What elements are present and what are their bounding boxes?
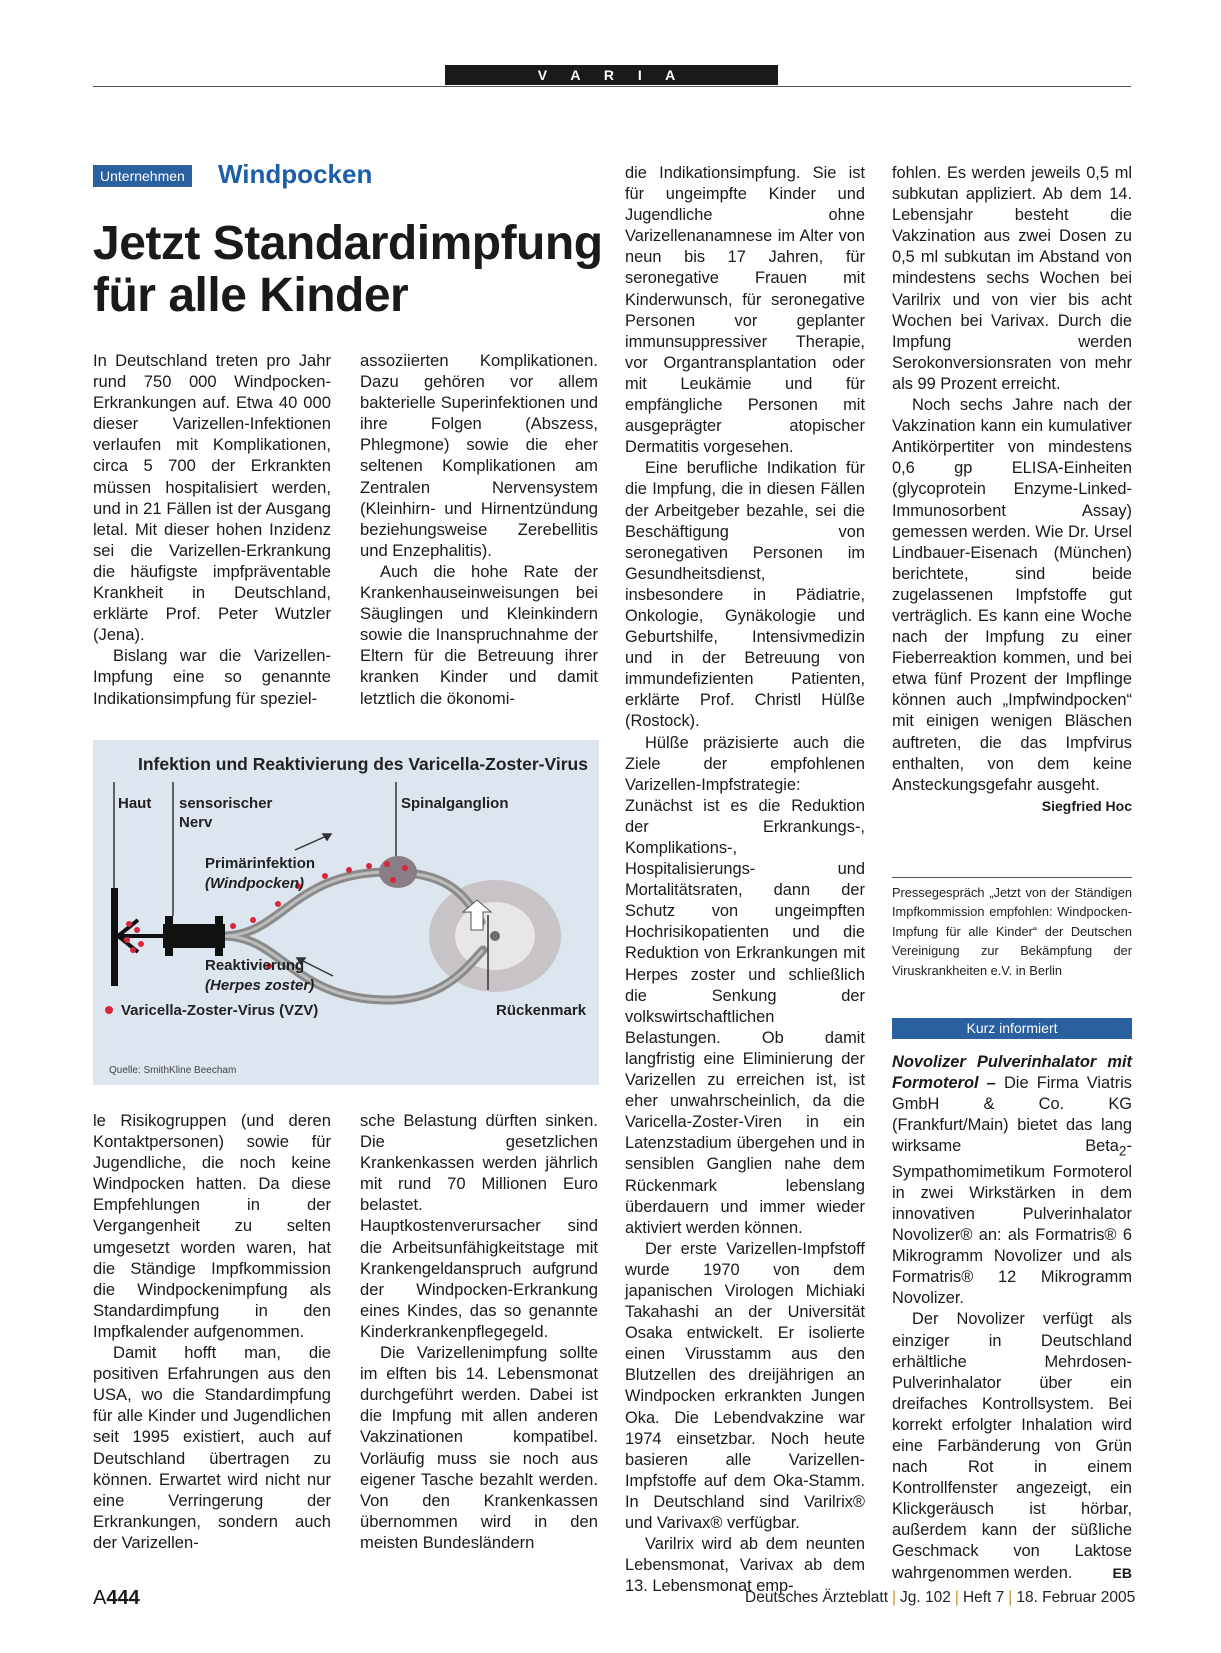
label-spinal-cord: Rückenmark bbox=[496, 1002, 587, 1019]
article-column-2-bottom bbox=[360, 1110, 598, 1553]
topic-title: Windpocken bbox=[218, 159, 373, 189]
paragraph: sche Belastung dürften sinken. Die gesetzlichen Krankenkassen werden jährlich mit rund 70 Millionen Euro belastet. Hauptkostenverursacher sind die Arbeitsunfähigkeitstage mit Krankengeldanspruch aufgrund der Windpocken-Erkrankung eines Kindes, das so genannte Kinderkrankenpflegegeld. bbox=[360, 1111, 598, 1341]
paragraph: le Risikogruppen (und deren Kontaktpersonen) sowie für Jugendliche, die noch keine Windpocken hatten. Da diese Empfehlungen in der Vergangenheit zu selten umgesetzt worden waren, hat die Ständige Impfkommission die Windpockenimpfung als Standardimpfung in den Impfkalender aufgenommen. bbox=[93, 1111, 331, 1341]
kurz-signature: EB bbox=[1112, 1564, 1132, 1581]
header-rule bbox=[93, 86, 1131, 87]
author-signature: Siegfried Hoc bbox=[1041, 797, 1132, 814]
issue: Heft 7 bbox=[962, 1589, 1005, 1606]
label-reactivation: Reaktivierung bbox=[205, 957, 305, 974]
paragraph: Noch sechs Jahre nach der Vakzination kann ein kumulativer Antikörpertiter von mindestens 0,6 gp ELISA-Einheiten (glycoprotein Enzyme-Linked-Immunosorbent Assay) gemessen werden. Wie Dr. Ursel Lindbauer-Eisenach (München) berichtete, sind beide zugelassenen Impfstoffe gut verträglich. Es kann eine Woche nach der Impfung zu einer Fieberreaktion kommen, und bei etwa fünf Prozent der Impflinge können auch „Impfwindpocken“ mit einigen wenigen Bläschen auftreten, die das Impfvirus enthalten, von dem keine Ansteckungsgefahr ausgeht. Siegfried Hoc bbox=[892, 395, 1132, 796]
article-column-3 bbox=[625, 163, 865, 1597]
press-note-rule bbox=[892, 877, 1132, 878]
kurz-informiert-body bbox=[892, 1052, 1132, 1584]
label-primary-infection-sub: (Windpocken) bbox=[205, 875, 305, 892]
kurz-lead: Novolizer Pulverinhalator mit Formoterol – bbox=[892, 1053, 1132, 1093]
vzv-infection-diagram bbox=[93, 740, 599, 1085]
legend-virus: Varicella-Zoster-Virus (VZV) bbox=[121, 1002, 319, 1019]
volume: Jg. 102 bbox=[900, 1589, 951, 1606]
paragraph: Der erste Varizellen-Impfstoff wurde 1970 von dem japanischen Virologen Michiaki Takahashi an der Universität Osaka entwickelt. Er isolierte einen Virusstamm aus den Blutzellen des dreijährigen an Windpocken erkrankten Jungen Oka. Die Lebendvakzine war 1974 einsetzbar. Noch heute basieren alle Varizellen-Impfstoffe auf dem Oka-Stamm. In Deutschland sind Varilrix® und Varivax® verfügbar. bbox=[625, 1239, 865, 1532]
issue-date: 18. Februar 2005 bbox=[1016, 1589, 1136, 1606]
label-sensory-nerve: sensorischer Nerv bbox=[179, 795, 273, 831]
skin-bar bbox=[111, 888, 118, 986]
label-reactivation-sub: (Herpes zoster) bbox=[205, 977, 315, 994]
paragraph: Auch die hohe Rate der Krankenhauseinweisungen bei Säuglingen und Kleinkindern sowie die Inanspruchnahme der Eltern für die Betreuung ihrer kranken Kinder und damit letztlich die ökonomi- bbox=[360, 561, 598, 708]
paragraph: assoziierten Komplikationen. Dazu gehören vor allem bakterielle Superinfektionen und ihre Folgen (Abszess, Phlegmone) sowie die eher seltenen Komplikationen am Zentralen Nervensystem (Kleinhirn- und Hirnentzündung beziehungsweise Zerebellitis und Enzephalitis). bbox=[360, 351, 598, 560]
diagram-title: Infektion und Reaktivierung des Varicella-Zoster-Virus bbox=[138, 754, 588, 774]
page-number: A444 bbox=[93, 1587, 140, 1609]
spinal-cord-shape bbox=[429, 880, 561, 992]
diagram-graphic bbox=[93, 740, 599, 1085]
label-spinal-ganglion: Spinalganglion bbox=[401, 795, 509, 812]
paragraph: Die Varizellenimpfung sollte im elften bis 14. Lebensmonat durchgeführt werden. Dabei ist die Impfung mit allen anderen Vakzinationen kompatibel. Vorläufig muss sie noch aus eigener Tasche bezahlt werden. Von den Krankenkassen übernommen wird in den meisten Bundesländern bbox=[360, 1343, 598, 1552]
section-label: V A R I A bbox=[445, 65, 778, 85]
spinal-ganglion-shape bbox=[379, 856, 417, 888]
paragraph: Eine berufliche Indikation für die Impfung, die in diesen Fällen der Arbeitgeber bezahle, sei die Beschäftigung von seronegativen Personen im Gesundheitsdienst, insbesondere in Pädiatrie, Onkologie, Gynäkologie und Geburtshilfe, Intensivmedizin und in der Betreuung von immundefizienten Patienten, erklärte Prof. Christl Hülße (Rostock). bbox=[625, 459, 865, 731]
kurz-informiert-header: Kurz informiert bbox=[892, 1018, 1132, 1039]
paragraph: Hülße präzisierte auch die Ziele der empfohlenen Varizellen-Impfstrategie: Zunächst ist es die Reduktion der Erkrankungs-, Komplikations-, Hospitalisierungs- und Mortalitätsraten, dann der Schutz von ungeimpften Hochrisikopatienten und die Reduktion von Erkrankungen mit Herpes zoster und schließlich die Senkung der volkswirtschaftlichen Belastungen. Ob damit langfristig eine Eliminierung der Varizellen zu erreichen ist, ist eher unwahrscheinlich, da die Varicella-Zoster-Viren in ein Latenzstadium übergehen und in sensiblen Ganglien nahe dem Rückenmark lebenslang überdauern und immer wieder aktiviert werden können. bbox=[625, 733, 865, 1237]
journal-name: Deutsches Ärzteblatt bbox=[745, 1589, 889, 1606]
paragraph: fohlen. Es werden jeweils 0,5 ml subkutan appliziert. Ab dem 14. Lebensjahr besteht die Vakzination aus zwei Dosen zu 0,5 ml subkutan im Abstand von mindestens sechs Wochen bei Varilrix und von vier bis acht Wochen bei Varivax. Durch die Impfung werden Serokonversionsraten von mehr als 99 Prozent erreicht. bbox=[892, 164, 1132, 393]
paragraph: Der Novolizer verfügt als einziger in Deutschland erhältliche Mehrdosen-Pulverinhalator über ein dreifaches Kontrollsystem. Bei korrekt erfolgter Inhalation wird eine Farbänderung von Grün nach Rot in einem Kontrollfenster angezeigt, ein Klickgeräusch ist hörbar, außerdem kann der süßliche Geschmack von Laktose wahrgenommen werden. EB bbox=[892, 1309, 1132, 1583]
press-note: Pressegespräch „Jetzt von der Ständigen Impfkommission empfohlen: Windpocken-Impfung für alle Kinder“ der Deutschen Vereinigung zur Bekämpfung der Viruskrankheiten e.V. in Berlin bbox=[892, 885, 1132, 978]
article-column-4 bbox=[892, 163, 1132, 817]
paragraph: Damit hofft man, die positiven Erfahrungen aus den USA, wo die Standardimpfung für alle Kinder und Jugendlichen seit 1995 existiert, auch auf Deutschland übertragen zu können. Erwartet wird nicht nur eine Verringerung der Erkrankungen, sondern auch der Varizellen- bbox=[93, 1343, 331, 1552]
publication-info: Deutsches Ärzteblatt | Jg. 102 | Heft 7 | 18. Februar 2005 bbox=[745, 1589, 1136, 1606]
label-skin: Haut bbox=[118, 795, 152, 812]
article-column-1-top bbox=[93, 350, 331, 709]
label-primary-infection: Primärinfektion bbox=[205, 855, 316, 872]
article-column-2-top bbox=[360, 350, 598, 709]
diagram-source: Quelle: SmithKline Beecham bbox=[109, 1065, 237, 1076]
article-column-1-bottom bbox=[93, 1110, 331, 1553]
paragraph: Bislang war die Varizellen-Impfung eine so genannte Indikationsimpfung für speziel- bbox=[93, 646, 331, 708]
paragraph: Varilrix wird ab dem neunten Lebensmonat, Varivax ab dem 13. Lebensmonat emp- bbox=[625, 1535, 865, 1596]
paragraph: die Indikationsimpfung. Sie ist für ungeimpfte Kinder und Jugendliche ohne Varizellenanamnese im Alter von neun bis 17 Jahren, für seronegative Frauen mit Kinderwunsch, für seronegative Personen vor geplanter immunsuppressiver Therapie, vor Organtransplantation oder mit Leukämie und für empfängliche Personen mit ausgeprägter atopischer Dermatitis vorgesehen. bbox=[625, 164, 865, 457]
paragraph: Novolizer Pulverinhalator mit Formoterol – Die Firma Viatris GmbH & Co. KG (Frankfurt/Main) bietet das lang wirksame Beta$_2$-Sympathomimetikum Formoterol in zwei Wirkstärken in dem innovativen Pulverinhalator Novolizer® an: als Formatris® 6 Mikrogramm Novolizer und als Formatris® 12 Mikrogramm Novolizer. bbox=[892, 1053, 1133, 1308]
headline: Jetzt Standardimpfung für alle Kinder bbox=[93, 217, 603, 322]
paragraph: In Deutschland treten pro Jahr rund 750 000 Windpocken-Erkrankungen auf. Etwa 40 000 dieser Varizellen-Infektionen verlaufen mit Komplikationen, circa 5 700 der Erkrankten müssen hospitalisiert werden, und in 21 Fällen ist der Ausgang letal. Mit dieser hohen Inzidenz sei die Varizellen-Erkrankung die häufigste impfpräventable Krankheit in Deutschland, erklärte Prof. Peter Wutzler (Jena). bbox=[93, 351, 331, 645]
rubric-tag: Unternehmen bbox=[93, 165, 192, 187]
